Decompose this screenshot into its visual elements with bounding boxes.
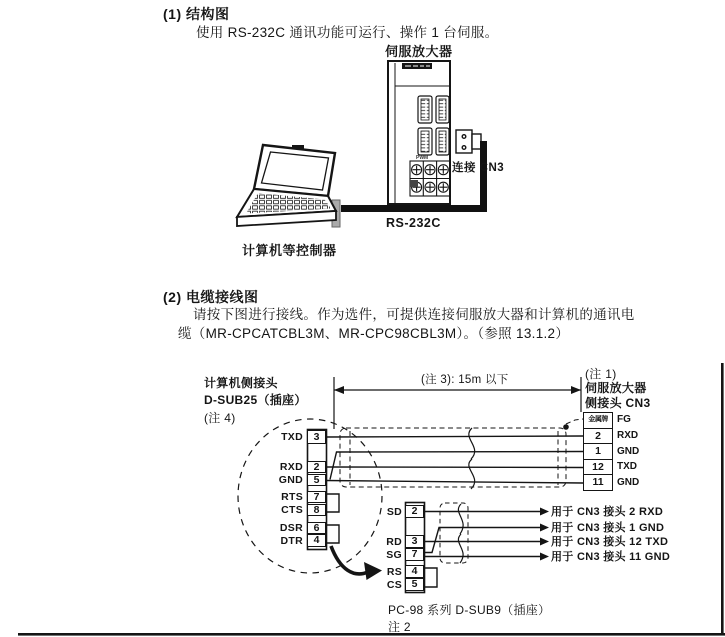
twist-marks-upper [469,428,475,489]
computer-label: 计算机等控制器 [242,243,337,258]
dsub25-pin: 3 [307,430,326,444]
cn3-pin-cell: 11 [592,476,604,488]
cn3-pin-table [583,412,613,491]
section2-heading: (2) 电缆接线图 [163,289,259,305]
dsub25-signal: DTR [280,535,303,547]
dsub25-signal: TXD [281,431,303,443]
section2-body-line1: 请按下图进行接线。作为选件，可提供连接伺服放大器和计算机的通讯电 [193,307,635,322]
dsub25-signal: RTS [281,491,303,503]
wires-dsub9 [425,512,541,557]
dsub25-jumpers [327,494,339,543]
wire-arrowheads [540,508,549,561]
servo-amplifier-drawing [388,61,481,204]
dsub9-pin: 3 [405,535,424,548]
dsub25-pin: 2 [307,461,326,473]
amp-side-note: (注 1) [585,367,617,381]
dsub25-pin: 7 [307,491,326,503]
wire-label: 用于 CN3 接头 12 TXD [551,536,669,548]
cn3-signal-label: RXD [617,430,639,441]
section1-body: 使用 RS-232C 通讯功能可运行、操作 1 台伺服。 [196,25,499,40]
dsub9-signal: RD [386,536,402,548]
cn3-signal-label: TXD [617,461,637,472]
pc-connector-type: D-SUB25（插座） [204,393,307,407]
cn3-connect-label: 连接 CN3 [452,162,505,174]
cable-shield [340,419,583,487]
cn3-pin-cell: 金属牌 [584,413,612,429]
amplifier-small-label: PWM [416,155,429,161]
dsub25-signal: GND [278,474,303,486]
cn3-signal-label: FG [617,414,631,425]
cn3-pin-cell: 1 [584,444,612,460]
dsub9-signal: SG [386,549,402,561]
dsub9-signal: RS [386,566,402,578]
dsub9-pin: 5 [405,578,424,591]
dsub9-signal: SD [386,506,402,518]
shield-fg-junction [563,424,569,430]
section1-heading: (1) 结构图 [163,6,230,22]
wire-label: 用于 CN3 接头 11 GND [551,551,671,563]
dsub25-pin: 4 [307,534,326,547]
rs232c-cable-label: RS-232C [386,216,441,230]
cable-length-note: (注 3): 15m 以下 [421,374,509,386]
pc-connector-note: (注 4) [204,411,236,425]
wire-label: 用于 CN3 接头 2 RXD [551,506,664,518]
laptop-drawing [237,145,340,227]
amp-side-title: 伺服放大器 [585,381,647,395]
page-right-border [721,363,724,635]
section2-body-line2: 缆（MR-CPCATCBL3M、MR-CPC98CBL3M）。（参照 13.1.2） [178,326,570,341]
pc-connector-title: 计算机侧接头 [204,376,278,390]
dsub9-jumper [425,568,437,587]
dsub9-bottom-label: PC-98 系列 D-SUB9（插座） [388,603,551,617]
wire-label: 用于 CN3 接头 1 GND [551,521,665,534]
twist-marks-lower [458,504,463,563]
cn3-signal-label: GND [617,477,640,488]
dsub25-signal: DSR [279,522,303,534]
dsub9-pin: 7 [405,548,424,561]
cn3-side-connector [456,130,481,153]
dsub25-pin: 5 [307,474,326,486]
cn3-pin-cell: 12 [584,460,612,476]
dsub25-pin: 8 [307,504,326,516]
dsub9-pin: 4 [405,565,424,578]
dsub9-bottom-note: 注 2 [388,620,411,634]
dsub25-signal: RXD [279,461,303,473]
cn3-pin-cell: 2 [584,429,612,445]
cn3-signal-label: GND [617,446,640,457]
amp-side-connector: 侧接头 CN3 [585,396,651,410]
dsub25-signal: CTS [281,504,303,516]
dsub9-signal: CS [386,579,402,591]
page-bottom-border [18,633,725,636]
amplifier-label: 伺服放大器 [385,44,453,59]
wires-dsub25-to-cn3 [327,436,584,483]
dsub9-pin: 2 [405,505,424,518]
dsub25-pin: 6 [307,522,326,534]
